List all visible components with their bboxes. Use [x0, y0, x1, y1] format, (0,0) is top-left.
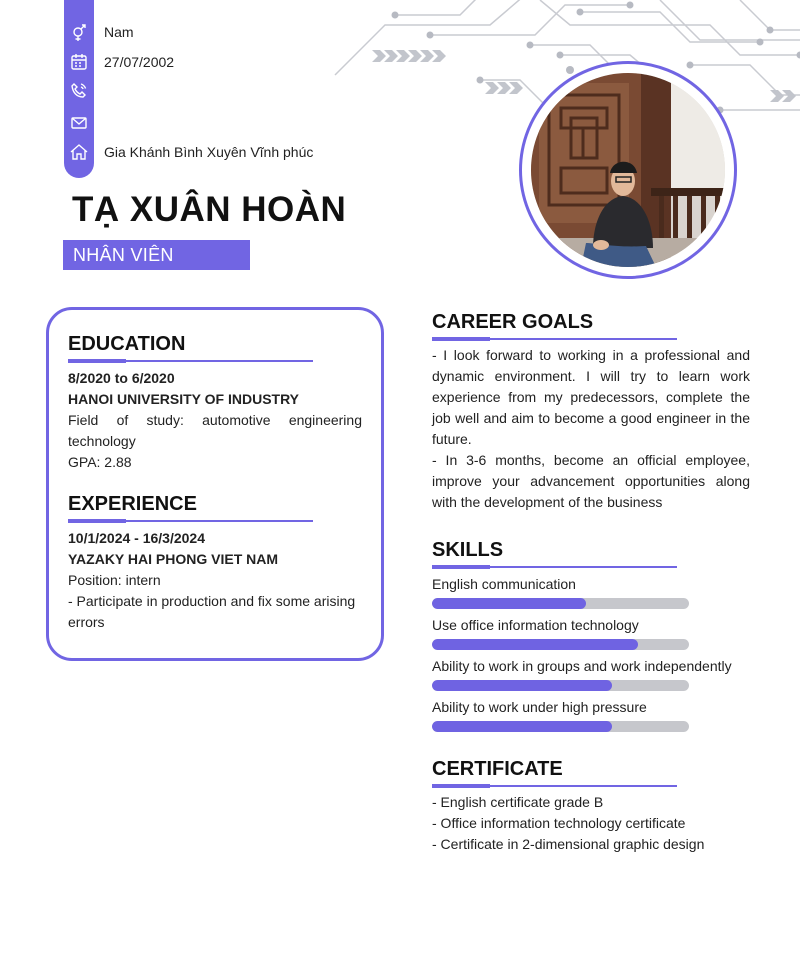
skill-progress-bar	[432, 639, 689, 650]
person-name: TẠ XUÂN HOÀN	[72, 190, 347, 229]
career-goal-paragraph: - In 3-6 months, become an official employee, improve your advancement opportunities along with the development of the business	[432, 452, 750, 510]
skill-label: English communication	[432, 576, 576, 592]
experience-period: 10/1/2024 - 16/3/2024	[68, 530, 206, 546]
experience-company: YAZAKY HAI PHONG VIET NAM	[68, 551, 279, 567]
skill-progress-bar	[432, 680, 689, 691]
skills-divider	[432, 566, 677, 568]
job-title-badge: NHÂN VIÊN	[63, 240, 250, 270]
skill-label: Ability to work in groups and work independently	[432, 658, 732, 674]
skill-progress-fill	[432, 598, 586, 609]
email-icon	[68, 112, 90, 134]
experience-title: EXPERIENCE	[68, 493, 197, 515]
certificate-title: CERTIFICATE	[432, 758, 563, 780]
experience-duty: - Participate in production and fix some arising errors	[68, 593, 356, 630]
skill-label: Ability to work under high pressure	[432, 699, 647, 715]
birthdate-text: 27/07/2002	[104, 54, 175, 70]
address-text: Gia Khánh Bình Xuyên Vĩnh phúc	[104, 144, 314, 160]
gender-text: Nam	[104, 24, 134, 40]
certificate-item: - Office information technology certificate	[432, 815, 686, 831]
certificate-item: - English certificate grade B	[432, 794, 604, 810]
skill-progress-fill	[432, 721, 612, 732]
experience-divider	[68, 520, 313, 522]
gender-icon	[68, 21, 90, 43]
certificate-divider	[432, 785, 677, 787]
skills-title: SKILLS	[432, 539, 504, 561]
phone-icon	[68, 80, 90, 102]
skill-progress-bar	[432, 598, 689, 609]
education-field: Field of study: automotive engineering technology	[68, 412, 362, 449]
career-goal-paragraph: - I look forward to working in a professional and dynamic environment. I will try to learn work experience from my predecessors, complete the job well and aim to become a good engineer in the future.	[432, 347, 750, 447]
career-goals-divider	[432, 338, 677, 340]
calendar-icon	[68, 51, 90, 73]
career-goals-title: CAREER GOALS	[432, 311, 594, 333]
skill-progress-fill	[432, 639, 638, 650]
skill-label: Use office information technology	[432, 617, 639, 633]
education-school: HANOI UNIVERSITY OF INDUSTRY	[68, 391, 300, 407]
education-period: 8/2020 to 6/2020	[68, 370, 175, 386]
profile-photo	[531, 73, 725, 267]
experience-position: Position: intern	[68, 572, 161, 588]
home-icon	[68, 141, 90, 163]
certificate-item: - Certificate in 2-dimensional graphic design	[432, 836, 705, 852]
skill-progress-bar	[432, 721, 689, 732]
education-gpa: GPA: 2.88	[68, 454, 132, 470]
skill-progress-fill	[432, 680, 612, 691]
education-divider	[68, 360, 313, 362]
education-title: EDUCATION	[68, 333, 186, 355]
